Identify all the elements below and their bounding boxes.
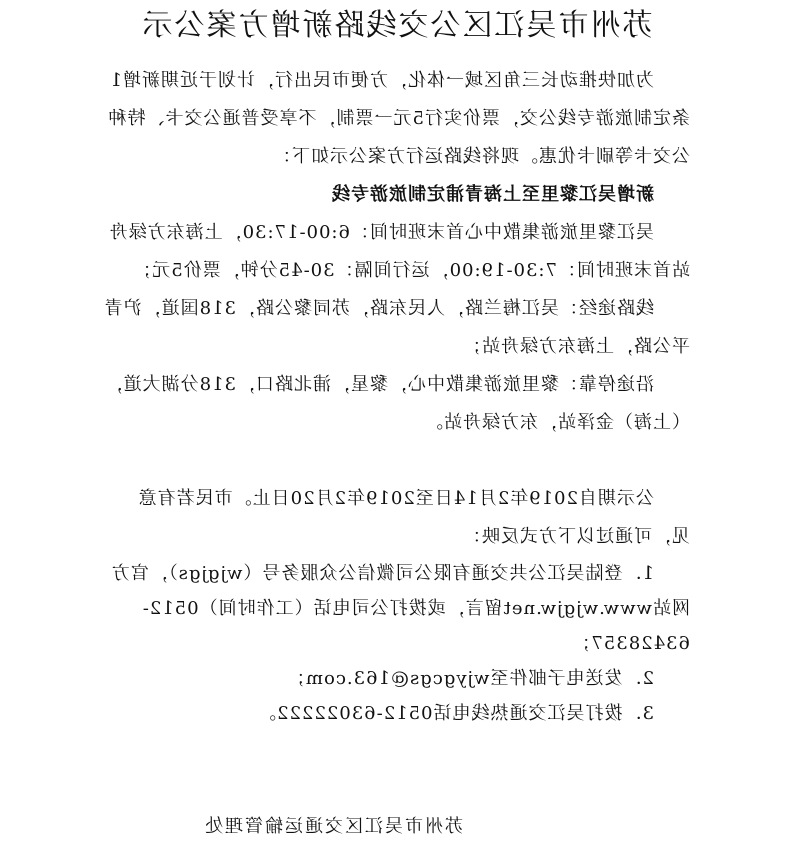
notice-period-paragraph: 公示期自2019年2月14日至2019年2月20日止。市民若有意见，可通过以下方式反映： xyxy=(137,488,690,547)
schedule-paragraph: 吴江黎里旅游集散中心首末班时间：6:00-17:30，上海东方绿舟站首末班时间：7:30-19:00，运行间隔：30-45分钟，票价5元； xyxy=(108,222,690,281)
feedback-item-3: 3．拨打吴江交通热线电话0512-63022222。 xyxy=(257,703,654,724)
feedback-item-2: 2．发送电子邮件至wjygcgs@163.com； xyxy=(285,668,654,689)
document-body xyxy=(100,62,690,731)
route-path-paragraph: 线路途经：吴江梅兰路，人民东路，苏同黎公路，318国道，沪青平公路，上海东方绿舟站； xyxy=(103,298,690,357)
intro-paragraph: 为加快推动长三角区域一体化，方便市民出行，计划于近期新增1条定制旅游专线公交，票价实行5元一票制，不享受普通公交卡、特种公交卡等刷卡优惠。现将线路运行方案公示如下： xyxy=(107,70,690,167)
route-heading: 新增吴江黎里至上海青浦定制旅游专线 xyxy=(331,184,654,205)
blank-line xyxy=(100,442,690,480)
feedback-item-1: 1．登陆吴江公共交通有限公司微信公众服务号（wjgjgs），官方网站www.wjgjw.net留言，或拨打公司电话（工作时间）0512-63428357； xyxy=(110,563,690,654)
page-title: 苏州市吴江区公交线路新增方案公示 xyxy=(140,8,653,43)
stops-paragraph: 沿途停靠：黎里旅游集散中心，黎星，浦北路口，318分湖大道，（上海）金泽站，东方绿舟站。 xyxy=(103,374,690,433)
issuer-signature: 苏州市吴江区交通运输管理处 xyxy=(203,816,463,837)
